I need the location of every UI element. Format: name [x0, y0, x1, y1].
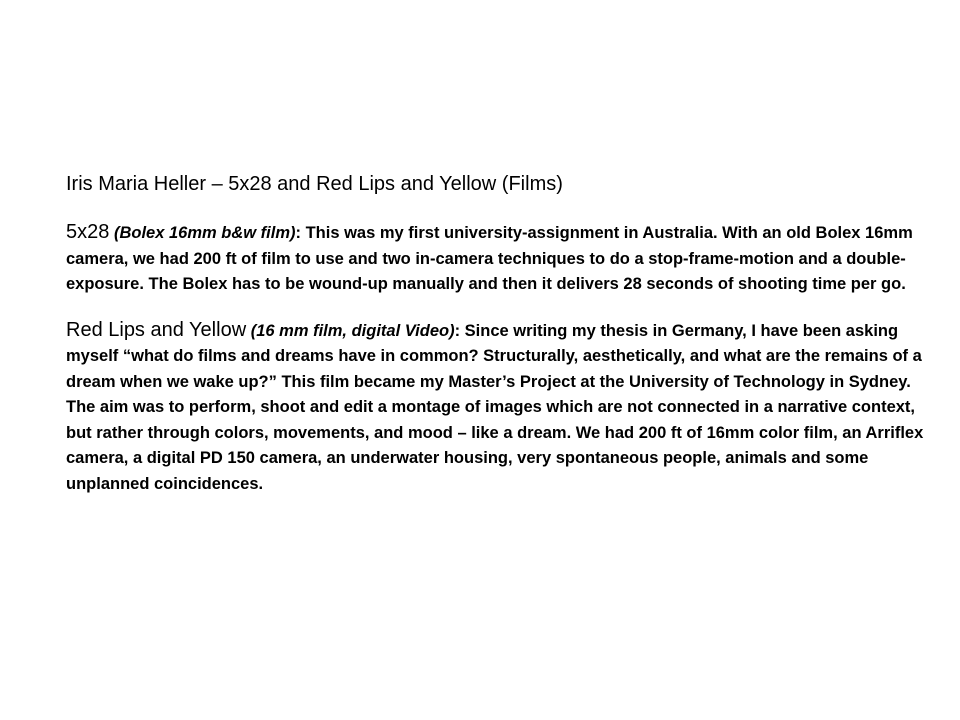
film-description-text: : This was my first university-assignment in Australia. With an old Bolex 16mm camera, we had 200 ft of film to use and two in-camera techniques to do a stop-frame-motion and a double-exposure. The Bolex has to be wound-up manually and then it delivers 28 seconds of shooting time per go.	[66, 224, 913, 293]
film-format: (16 mm film, digital Video)	[250, 321, 455, 340]
slide-content	[66, 170, 926, 517]
film-title: Red Lips and Yellow	[66, 318, 247, 341]
film-description-5x28	[66, 220, 926, 298]
film-title: 5x28	[66, 221, 110, 243]
slide-title: Iris Maria Heller – 5x28 and Red Lips and Yellow (Films)	[66, 173, 563, 195]
film-description-text: : Since writing my thesis in Germany, I have been asking myself “what do films and dreams have in common? Structurally, aesthetically, and what are the remains of a dream when we wake up?” This film became my Master’s Project at the University of Technology in Sydney. The aim was to perform, shoot and edit a montage of images which are not connected in a narrative context, but rather through colors, movements, and mood – like a dream. We had 200 ft of 16mm color film, an Arriflex camera, a digital PD 150 camera, an underwater housing, very spontaneous people, animals and some unplanned coincidences.	[66, 321, 924, 493]
film-description-red-lips-and-yellow	[66, 318, 926, 498]
film-format: (Bolex 16mm b&w film)	[113, 224, 296, 242]
